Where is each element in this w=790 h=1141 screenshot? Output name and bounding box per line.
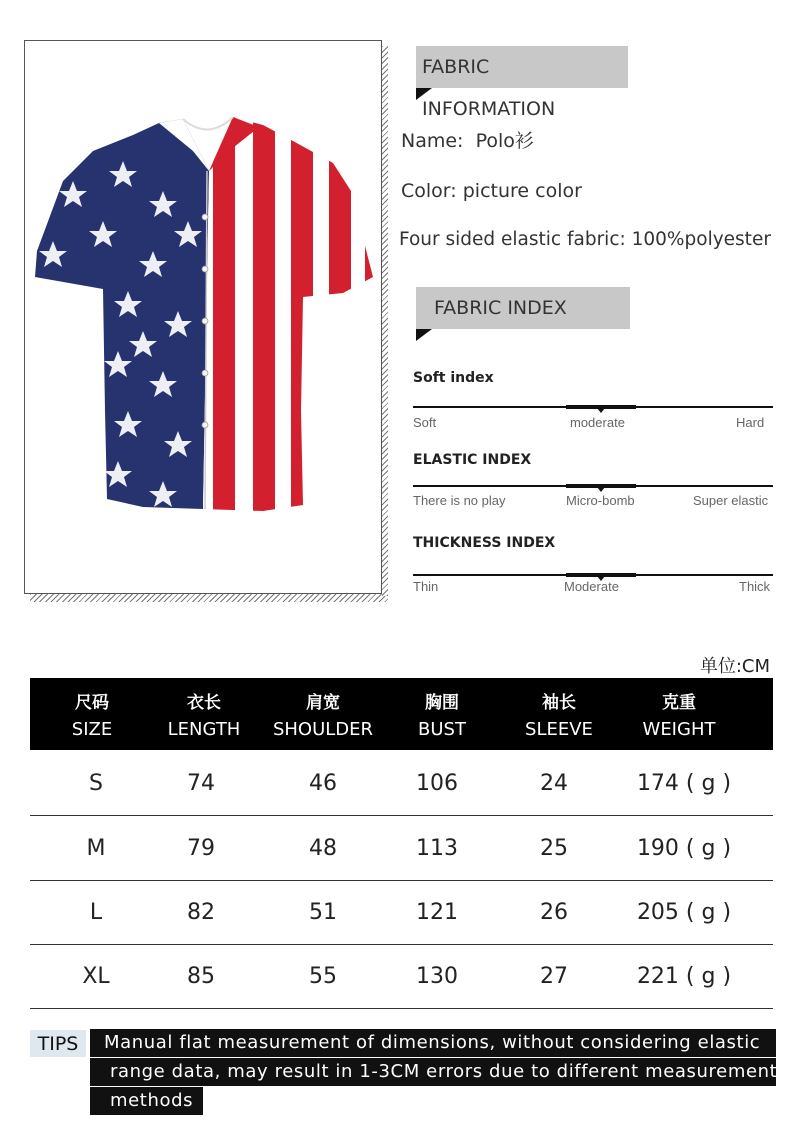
elastic-index-low: There is no play xyxy=(413,493,506,508)
color-label: Color: xyxy=(401,180,457,202)
table-row xyxy=(30,945,773,1009)
color-value: picture color xyxy=(462,180,582,202)
table-row xyxy=(30,817,773,881)
thickness-index-mid: Moderate xyxy=(564,579,619,594)
fabric-label: Four sided elastic fabric: xyxy=(399,229,626,250)
fabric-information-header xyxy=(416,46,628,120)
elastic-index-high: Super elastic xyxy=(693,493,769,508)
color-line xyxy=(401,180,582,202)
soft-index-pointer-icon xyxy=(597,408,605,413)
cell-shoulder: 55 xyxy=(309,964,337,989)
cell-weight: 221 ( g ) xyxy=(636,964,732,989)
soft-index-high: Hard xyxy=(736,415,765,430)
tips-label: TIPS xyxy=(30,1030,86,1057)
soft-index-mid: moderate xyxy=(570,415,625,430)
elastic-index-pointer-icon xyxy=(597,487,605,492)
name-line xyxy=(401,126,534,153)
cell-sleeve: 27 xyxy=(540,964,568,989)
cell-size: XL xyxy=(82,964,110,989)
cell-length: 74 xyxy=(187,771,215,796)
header-sleeve: 袖长 SLEEVE xyxy=(525,693,593,740)
elastic-index-mid: Micro-bomb xyxy=(566,493,635,508)
cell-size: S xyxy=(89,771,103,796)
cell-bust: 106 xyxy=(416,771,458,796)
header-shoulder: 肩宽 SHOULDER xyxy=(272,693,374,740)
name-value: Polo衫 xyxy=(475,130,534,152)
cell-bust: 121 xyxy=(416,900,458,925)
thickness-index-high: Thick xyxy=(739,579,771,594)
cell-shoulder: 48 xyxy=(309,836,337,861)
cell-sleeve: 25 xyxy=(540,836,568,861)
cell-sleeve: 24 xyxy=(540,771,568,796)
table-row xyxy=(30,752,773,816)
size-table-header xyxy=(30,678,773,750)
header-length: 衣长 LENGTH xyxy=(167,693,241,740)
tip-line-3: methods xyxy=(90,1087,203,1115)
product-image-frame xyxy=(24,40,382,594)
tip-line-1: Manual flat measurement of dimensions, without considering elastic xyxy=(90,1029,776,1057)
soft-index-low: Soft xyxy=(413,415,437,430)
table-row xyxy=(30,881,773,945)
thickness-index-title: THICKNESS INDEX xyxy=(413,535,556,551)
cell-weight: 205 ( g ) xyxy=(636,900,732,925)
flag-shirt-image xyxy=(33,111,375,561)
cell-bust: 130 xyxy=(416,964,458,989)
cell-weight: 190 ( g ) xyxy=(636,836,732,861)
header-tail-icon xyxy=(416,88,432,100)
elastic-index-title: ELASTIC INDEX xyxy=(413,452,532,468)
tip-line-2: range data, may result in 1-3CM errors due to different measurement xyxy=(90,1058,776,1086)
thickness-index-low: Thin xyxy=(413,579,439,594)
soft-index-title: Soft index xyxy=(413,370,494,386)
header-size: 尺码 SIZE xyxy=(71,693,113,740)
cell-weight: 174 ( g ) xyxy=(636,771,732,796)
header-bust: 胸围 BUST xyxy=(418,693,466,740)
cell-bust: 113 xyxy=(416,836,458,861)
header-weight: 克重 WEIGHT xyxy=(642,693,716,740)
unit-label: 单位:CM xyxy=(699,656,770,677)
cell-length: 82 xyxy=(187,900,215,925)
cell-shoulder: 51 xyxy=(309,900,337,925)
frame-shadow-right xyxy=(382,46,388,596)
cell-size: L xyxy=(89,900,103,925)
cell-size: M xyxy=(86,836,106,861)
header-tail-icon xyxy=(416,329,432,341)
fabric-line xyxy=(399,229,771,250)
cell-length: 85 xyxy=(187,964,215,989)
fabric-index-title: FABRIC INDEX xyxy=(434,297,567,319)
cell-sleeve: 26 xyxy=(540,900,568,925)
fabric-value: 100%polyester xyxy=(631,229,771,250)
fabric-index-header xyxy=(416,287,630,329)
fabric-information-title: FABRIC INFORMATION xyxy=(422,56,556,120)
cell-length: 79 xyxy=(187,836,215,861)
frame-shadow-bottom xyxy=(30,594,388,602)
cell-shoulder: 46 xyxy=(309,771,337,796)
name-label: Name: xyxy=(401,130,464,152)
